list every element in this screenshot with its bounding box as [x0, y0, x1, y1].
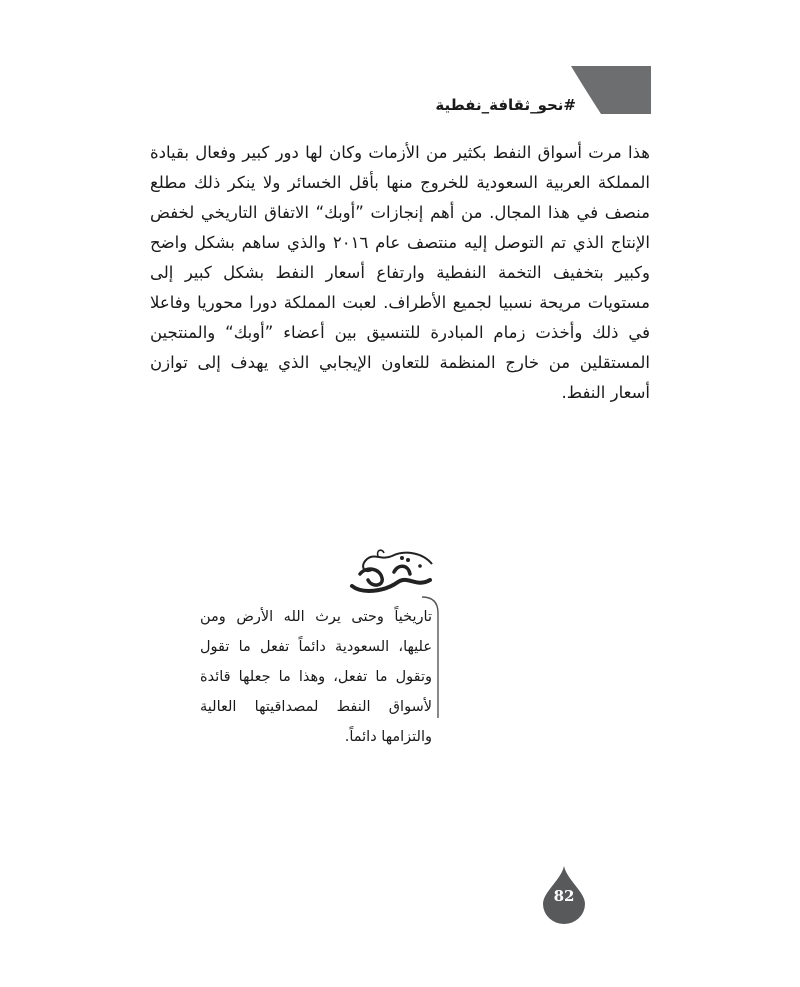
callout-text: تاريخياً وحتى يرث الله الأرض ومن عليها، السعودية دائماً تفعل ما تقول وتقول ما تفعل، وهذا ما جعلها قائدة لأسواق النفط لمصداقيتها العالية والتزامها دائماً. — [200, 609, 432, 745]
body-paragraph: هذا مرت أسواق النفط بكثير من الأزمات وكان لها دور كبير وفعال بقيادة المملكة العربية السعودية للخروج منها بأقل الخسائر ولا ينكر ذلك مطلع منصف في هذا المجال. من أهم إنجازات ”أوبك“ الاتفاق التاريخي لخفض الإنتاج الذي تم التوصل إليه منتصف عام ٢٠١٦ والذي ساهم بشكل واضح وكبير بتخفيف التخمة النفطية وارتفاع أسعار النفط بشكل كبير إلى مستويات مريحة نسبيا لجميع الأطراف. لعبت المملكة دورا محوريا وفاعلا في ذلك وأخذت زمام المبادرة للتنسيق بين أعضاء ”أوبك“ والمنتجين المستقلين من خارج المنظمة للتعاون الإيجابي الذي يهدف إلى توازن أسعار النفط. — [150, 143, 650, 402]
wamda-calligraphy-logo — [348, 548, 443, 598]
book-hashtag-title: #نحو_ثقافة_نفطية — [435, 96, 576, 114]
header-tab-shape — [571, 66, 651, 114]
page-number: 82 — [553, 887, 575, 905]
header-tab-fill — [571, 66, 651, 114]
